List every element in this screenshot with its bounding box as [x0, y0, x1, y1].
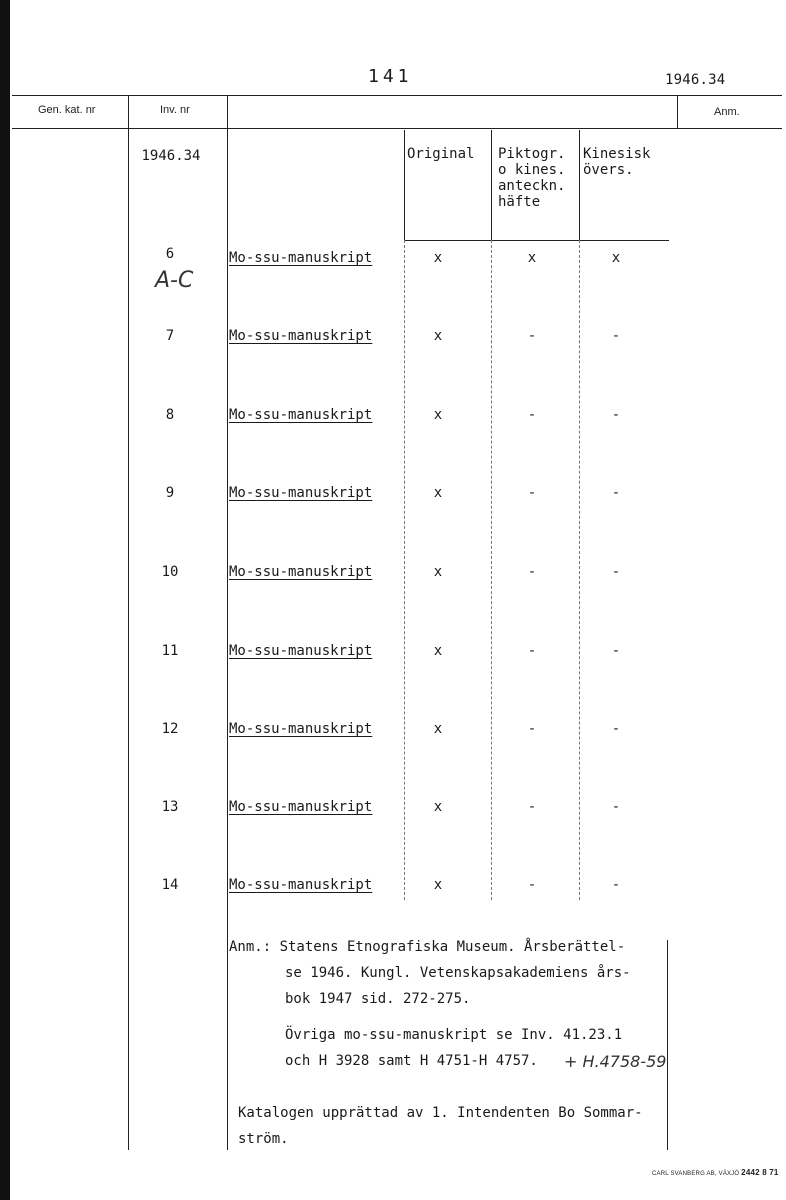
row-kinesisk: x	[611, 250, 621, 266]
row-desc: Mo-ssu-manuskript	[229, 485, 373, 501]
row-desc: Mo-ssu-manuskript	[229, 328, 373, 344]
row-desc: Mo-ssu-manuskript	[229, 877, 373, 893]
row-desc: Mo-ssu-manuskript	[229, 564, 373, 580]
catalog-id: 1946.34	[665, 72, 726, 88]
row-original: x	[433, 485, 443, 501]
ovriga-line-1: Övriga mo-ssu-manuskript se Inv. 41.23.1	[285, 1027, 623, 1043]
row-inv: 10	[161, 564, 179, 580]
row-desc: Mo-ssu-manuskript	[229, 643, 373, 659]
katalog-line-2: ström.	[238, 1131, 289, 1147]
inner-col-line-3	[579, 130, 580, 240]
handwritten-ref: + H.4758-59	[564, 1052, 667, 1071]
row-desc: Mo-ssu-manuskript	[229, 250, 373, 266]
col-divider-inv-desc	[227, 95, 228, 1150]
left-margin-bar	[0, 0, 10, 1200]
row-desc: Mo-ssu-manuskript	[229, 407, 373, 423]
row-piktogr: -	[527, 643, 537, 659]
katalog-line-1: Katalogen upprättad av 1. Intendenten Bo Sommar-	[238, 1105, 643, 1121]
row-inv: 13	[161, 799, 179, 815]
inner-dash-3	[579, 240, 580, 900]
inv-header: Inv. nr	[160, 104, 190, 116]
row-piktogr: -	[527, 407, 537, 423]
row-handwritten: A-C	[155, 268, 194, 293]
col-head-original: Original	[407, 146, 475, 162]
inner-col-line-1	[404, 130, 405, 240]
printer-name: CARL SVANBERG AB, VÄXJÖ	[652, 1171, 740, 1177]
gen-kat-header: Gen. kat. nr	[38, 104, 96, 116]
row-desc: Mo-ssu-manuskript	[229, 799, 373, 815]
printer-code: 2442 8 71	[741, 1168, 779, 1177]
row-original: x	[433, 407, 443, 423]
row-piktogr: -	[527, 799, 537, 815]
row-original: x	[433, 643, 443, 659]
row-inv: 7	[165, 328, 175, 344]
row-kinesisk: -	[611, 877, 621, 893]
row-piktogr: -	[527, 564, 537, 580]
inner-col-line-2	[491, 130, 492, 240]
col-head-piktogr: Piktogr. o kines. anteckn. häfte	[498, 146, 566, 210]
row-inv: 14	[161, 877, 179, 893]
row-piktogr: -	[527, 485, 537, 501]
col-divider-anm-lower	[667, 940, 668, 1150]
row-kinesisk: -	[611, 485, 621, 501]
row-original: x	[433, 564, 443, 580]
row-kinesisk: -	[611, 721, 621, 737]
row-inv: 6	[165, 246, 175, 262]
row-inv: 11	[161, 643, 179, 659]
page-number: 141	[368, 66, 413, 87]
row-original: x	[433, 799, 443, 815]
row-inv: 8	[165, 407, 175, 423]
row-piktogr: -	[527, 328, 537, 344]
row-inv: 12	[161, 721, 179, 737]
anm-line-2: se 1946. Kungl. Vetenskapsakademiens års-	[285, 965, 631, 981]
anm-header: Anm.	[714, 106, 740, 118]
printer-mark	[652, 1168, 779, 1177]
row-kinesisk: -	[611, 799, 621, 815]
row-original: x	[433, 877, 443, 893]
col-head-kinesisk: Kinesisk övers.	[583, 146, 651, 178]
inner-dash-1	[404, 240, 405, 900]
row-original: x	[433, 328, 443, 344]
row-original: x	[433, 721, 443, 737]
anm-line-3: bok 1947 sid. 272-275.	[285, 991, 471, 1007]
row-piktogr: -	[527, 877, 537, 893]
col-divider-gen-inv	[128, 95, 129, 1150]
row-kinesisk: -	[611, 407, 621, 423]
ovriga-line-2: och H 3928 samt H 4751-H 4757.	[285, 1053, 538, 1069]
row-desc: Mo-ssu-manuskript	[229, 721, 373, 737]
inner-head-rule	[404, 240, 669, 241]
inner-dash-2	[491, 240, 492, 900]
row-kinesisk: -	[611, 564, 621, 580]
row-piktogr: -	[527, 721, 537, 737]
inv-group-label: 1946.34	[141, 148, 201, 164]
row-original: x	[433, 250, 443, 266]
anm-line-1: Anm.: Statens Etnografiska Museum. Årsberättel-	[229, 939, 626, 955]
row-kinesisk: -	[611, 328, 621, 344]
row-inv: 9	[165, 485, 175, 501]
row-piktogr: x	[527, 250, 537, 266]
row-kinesisk: -	[611, 643, 621, 659]
col-divider-anm	[677, 95, 678, 129]
